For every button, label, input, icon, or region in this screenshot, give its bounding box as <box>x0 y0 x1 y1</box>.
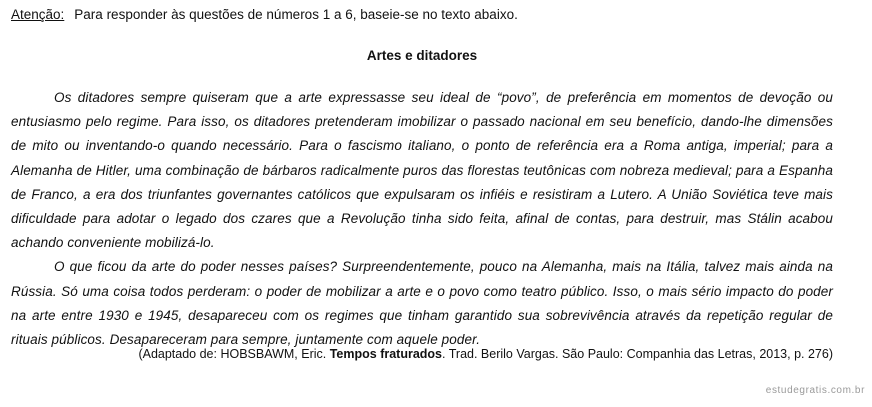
citation-book-title: Tempos fraturados <box>329 347 443 361</box>
citation-suffix: . Trad. Berilo Vargas. São Paulo: Companhia das Letras, 2013, p. 276) <box>442 347 833 361</box>
paragraph-1: Os ditadores sempre quiseram que a arte expressasse seu ideal de “povo”, de preferência em momentos de devoção ou entusiasmo pelo regime. Para isso, os ditadores pretenderam imobilizar o passado nacional em seu benefício, dando-lhe dimensões de mito ou inventando-o quando necessário. Para o fascismo italiano, o ponto de referência era a Roma antiga, imperial; para a Alemanha de Hitler, uma combinação de bárbaros radicalmente puros das florestas teutônicas com nobreza medieval; para a Espanha de Franco, a era dos triunfantes governantes católicos que expulsaram os infiéis e resistiram a Lutero. A União Soviética teve mais dificuldade para adotar o legado dos czares que a Revolução tinha sido feita, afinal de contas, para destruir, mas Stálin acabou achando conveniente mobilizá-lo. <box>11 90 833 251</box>
text-body <box>11 86 833 352</box>
source-citation <box>138 346 833 362</box>
text-title: Artes e ditadores <box>366 48 478 63</box>
attention-notice <box>11 6 518 24</box>
site-watermark: estudegratis.com.br <box>765 385 865 396</box>
attention-text: Para responder às questões de números 1 a 6, baseie-se no texto abaixo. <box>74 7 518 22</box>
attention-label: Atenção: <box>11 7 65 22</box>
paragraph-2: O que ficou da arte do poder nesses países? Surpreendentemente, pouco na Alemanha, mais na Itália, talvez mais ainda na Rússia. Só uma coisa todos perderam: o poder de mobilizar a arte e o povo como teatro público. Isso, o mais sério impacto do poder na arte entre 1930 e 1945, desapareceu com os regimes que tinham garantido sua sobrevivência através da repetição regular de rituais públicos. Desapareceram para sempre, juntamente com aquele poder. <box>11 259 833 348</box>
citation-prefix: (Adaptado de: HOBSBAWM, Eric. <box>138 347 330 361</box>
